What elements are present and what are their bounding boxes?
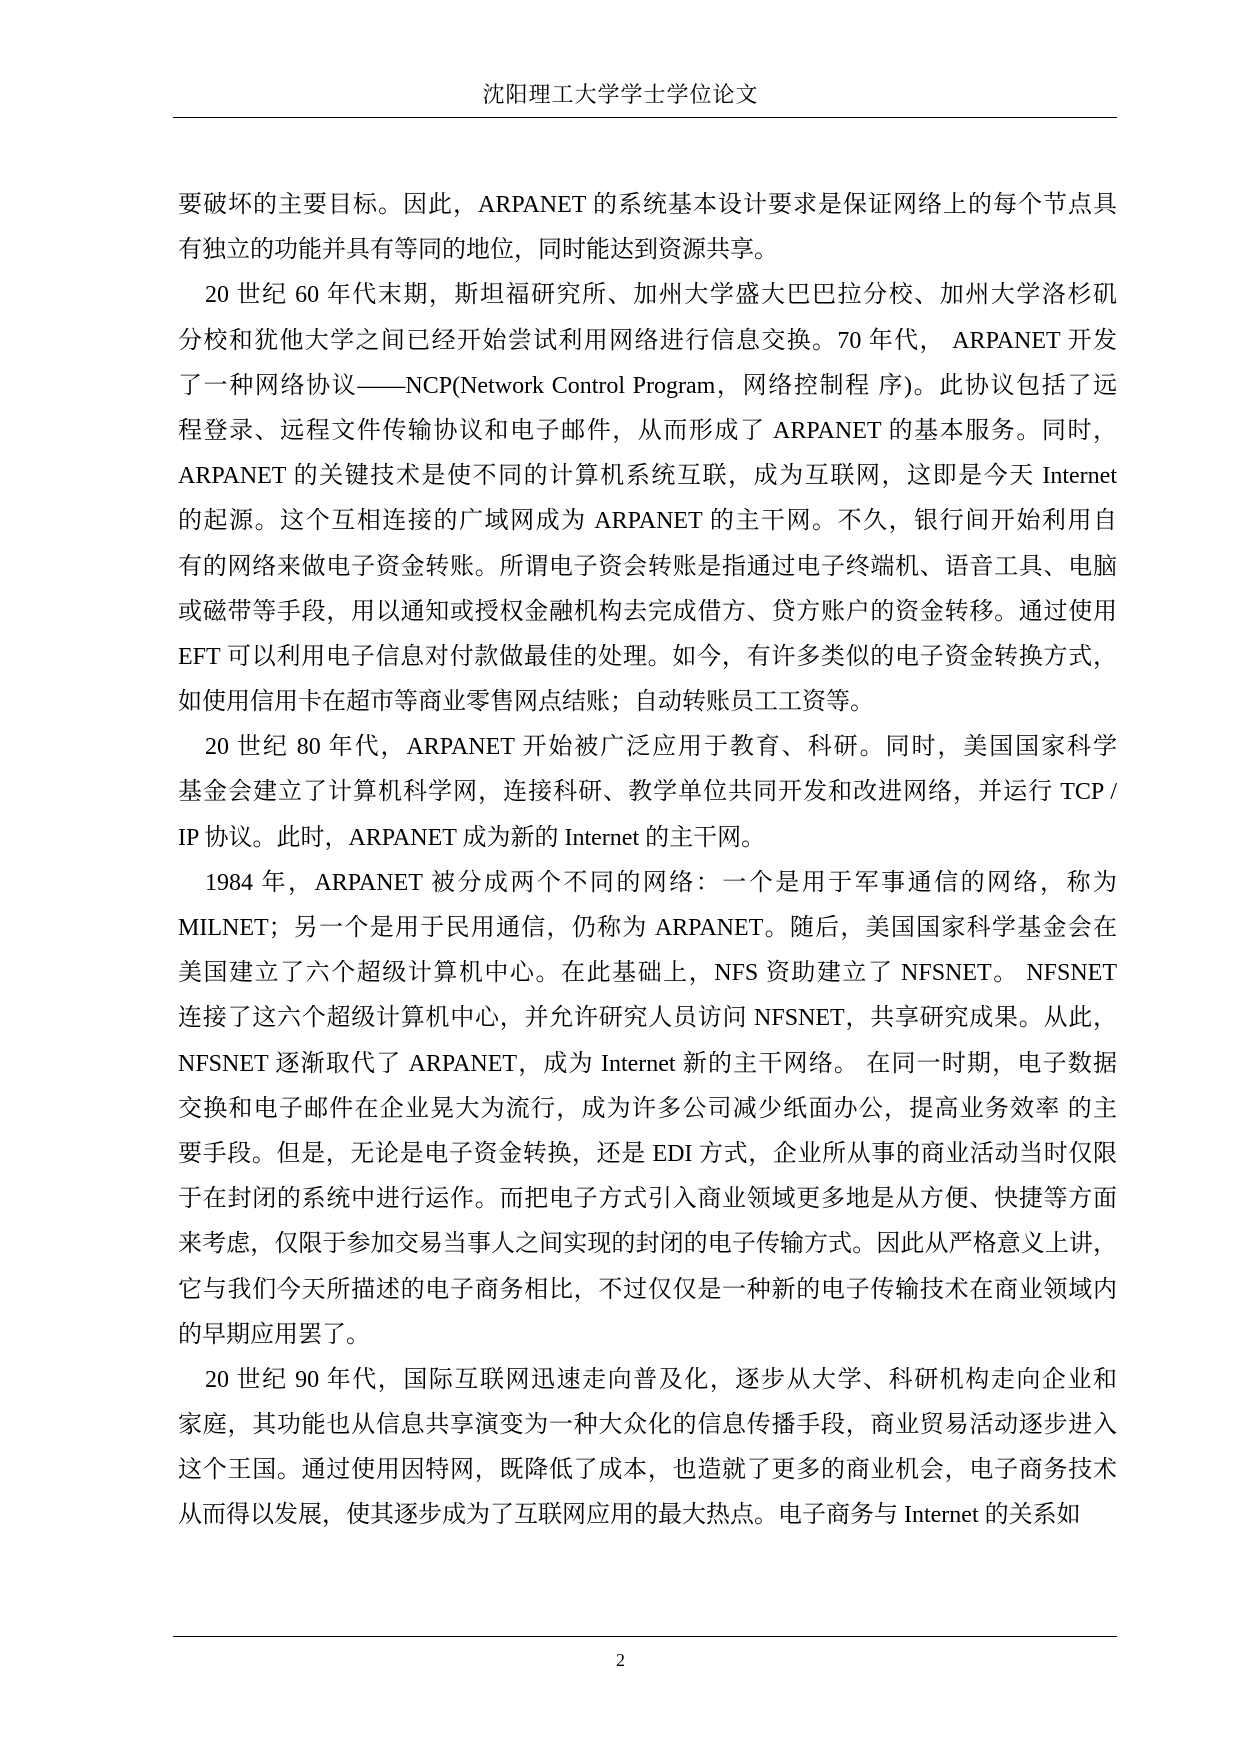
text-line: 交换和电子邮件在企业晃大为流行，成为许多公司减少纸面办公，提高业务效率 的主	[178, 1095, 1117, 1122]
text-line: 基金会建立了计算机科学网，连接科研、教学单位共同开发和改进网络，并运行 TCP /	[178, 779, 1117, 806]
paragraph	[178, 1358, 1117, 1539]
text-line: 有的网络来做电子资金转账。所谓电子资会转账是指通过电子终端机、语音工具、电脑	[178, 553, 1117, 580]
text-line: 20 世纪 60 年代末期，斯坦福研究所、加州大学盛大巴巴拉分校、加州大学洛杉矶	[205, 282, 1117, 309]
body-text	[178, 183, 1117, 1539]
text-line: IP 协议。此时，ARPANET 成为新的 Internet 的主干网。	[178, 824, 766, 851]
text-line: MILNET；另一个是用于民用通信，仍称为 ARPANET。随后，美国国家科学基金会在	[178, 915, 1117, 941]
text-line: 家庭，其功能也从信息共享演变为一种大众化的信息传播手段，商业贸易活动逐步进入	[178, 1412, 1117, 1439]
text-line: 的起源。这个互相连接的广域网成为 ARPANET 的主干网。不久，银行间开始利用自	[178, 508, 1117, 535]
text-line: EFT 可以利用电子信息对付款做最佳的处理。如今，有许多类似的电子资金转换方式，	[178, 643, 1117, 670]
page-header-title: 沈阳理工大学学士学位论文	[482, 82, 759, 107]
paragraph	[178, 183, 1117, 273]
text-line: 分校和犹他大学之间已经开始尝试利用网络进行信息交换。70 年代， ARPANET 开发	[178, 327, 1117, 354]
text-line: 从而得以发展，使其逐步成为了互联网应用的最大热点。电子商务与 Internet 的关系如	[178, 1502, 1081, 1529]
text-line: ARPANET 的关键技术是使不同的计算机系统互联，成为互联网，这即是今天 Internet	[178, 463, 1117, 490]
text-line: 或磁带等手段，用以通知或授权金融机构去完成借方、贷方账户的资金转移。通过使用	[178, 598, 1117, 625]
text-line: 了一种网络协议——NCP(Network Control Program，网络控制程 序)。此协议包括了远	[178, 372, 1117, 399]
text-line: 连接了这六个超级计算机中心，并允许研究人员访问 NFSNET，共享研究成果。从此，	[178, 1005, 1117, 1032]
text-line: 程登录、远程文件传输协议和电子邮件，从而形成了 ARPANET 的基本服务。同时，	[178, 417, 1117, 444]
text-line: 美国建立了六个超级计算机中心。在此基础上，NFS 资助建立了 NFSNET。 NFSNET	[178, 960, 1117, 987]
text-line: 有独立的功能并具有等同的地位，同时能达到资源共享。	[178, 237, 778, 264]
header-divider	[173, 117, 1117, 118]
text-line: 于在封闭的系统中进行运作。而把电子方式引入商业领域更多地是从方便、快捷等方面	[178, 1186, 1117, 1213]
text-line: 20 世纪 90 年代，国际互联网迅速走向普及化，逐步从大学、科研机构走向企业和	[205, 1366, 1117, 1393]
footer-divider	[173, 1636, 1117, 1637]
text-line: 来考虑，仅限于参加交易当事人之间实现的封闭的电子传输方式。因此从严格意义上讲，	[178, 1231, 1117, 1258]
text-line: 1984 年，ARPANET 被分成两个不同的网络：一个是用于军事通信的网络，称为	[205, 869, 1117, 896]
text-line: NFSNET 逐渐取代了 ARPANET，成为 Internet 新的主干网络。 在同一时期，电子数据	[178, 1050, 1117, 1077]
text-line: 要手段。但是，无论是电子资金转换，还是 EDI 方式，企业所从事的商业活动当时仅限	[178, 1140, 1117, 1167]
text-line: 这个王国。通过使用因特网，既降低了成本，也造就了更多的商业机会，电子商务技术	[178, 1457, 1117, 1484]
paragraph	[178, 861, 1117, 1358]
paragraph	[178, 725, 1117, 861]
text-line: 要破坏的主要目标。因此，ARPANET 的系统基本设计要求是保证网络上的每个节点具	[178, 192, 1117, 218]
text-line: 如使用信用卡在超市等商业零售网点结账；自动转账员工工资等。	[178, 689, 874, 716]
text-line: 20 世纪 80 年代，ARPANET 开始被广泛应用于教育、科研。同时，美国国家科学	[205, 734, 1117, 761]
page-number: 2	[616, 1650, 625, 1670]
paragraph	[178, 273, 1117, 725]
text-line: 的早期应用罢了。	[178, 1321, 370, 1348]
text-line: 它与我们今天所描述的电子商务相比，不过仅仅是一种新的电子传输技术在商业领域内	[178, 1276, 1117, 1303]
